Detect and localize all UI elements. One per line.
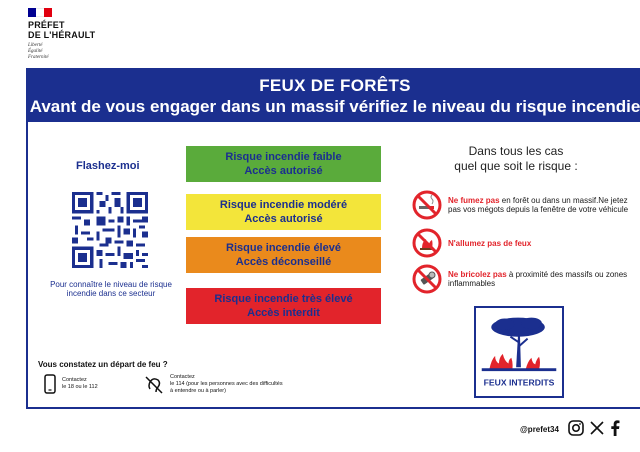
qr-code-icon[interactable] xyxy=(72,192,148,268)
rule-text xyxy=(448,196,634,214)
poster-subtitle: Avant de vous engager dans un massif vérifiez le niveau du risque incendie xyxy=(29,97,640,116)
qr-caption: Pour connaître le niveau de risque incendie dans ce secteur xyxy=(50,280,172,298)
rule-emphasis: N'allumez pas de feux xyxy=(448,238,532,248)
prefecture-logo xyxy=(28,8,138,61)
social-icons xyxy=(568,420,620,436)
contact1-text xyxy=(62,377,98,391)
risk-access-status: Accès autorisé xyxy=(244,213,323,225)
rule-detail: à proximité des massifs ou zones inflammables xyxy=(448,270,628,288)
rule-text xyxy=(448,239,531,248)
no-smoking-icon xyxy=(412,190,442,220)
motto-liberte: Liberté xyxy=(28,43,43,48)
risk-level-very-high xyxy=(186,288,381,324)
social-handle[interactable]: @prefet34 xyxy=(520,425,559,434)
prefet-line1: PRÉFET xyxy=(28,20,65,30)
contact2-line1: Contactez xyxy=(170,374,195,380)
contact2-line2: le 114 (pour les personnes avec des difficultés xyxy=(170,381,283,387)
feux-interdits-panel xyxy=(474,306,564,398)
risk-level-low xyxy=(186,146,381,182)
contact2-text xyxy=(170,374,310,395)
contact1-line1: Contactez xyxy=(62,377,87,383)
rule-emphasis: Ne bricolez pas xyxy=(448,270,507,279)
rules-heading-line1: Dans tous les cas xyxy=(468,144,564,158)
instagram-icon[interactable] xyxy=(568,420,584,436)
phone-icon xyxy=(44,374,56,394)
rule-emphasis: Ne fumez pas xyxy=(448,196,500,205)
title-banner xyxy=(28,70,640,122)
motto-fraternite: Fraternité xyxy=(28,55,49,60)
rule-no-tools xyxy=(412,264,634,294)
risk-access-status: Accès déconseillé xyxy=(235,256,332,268)
hearing-impaired-icon xyxy=(144,375,164,395)
rule-no-smoking xyxy=(412,190,634,220)
risk-level-high xyxy=(186,237,381,273)
poster-frame xyxy=(26,68,640,409)
risk-level-label: Risque incendie très élevé xyxy=(214,293,353,305)
qr-label: Flashez-moi xyxy=(76,160,140,172)
motto xyxy=(28,43,138,61)
contact-18-112 xyxy=(44,374,98,394)
risk-level-label: Risque incendie élevé xyxy=(226,242,341,254)
risk-level-label: Risque incendie faible xyxy=(225,151,342,163)
rule-detail: en forêt ou dans un massif.Ne jetez pas vos mégots depuis la fenêtre de votre véhicule xyxy=(448,196,629,214)
marianne-flag-icon xyxy=(28,8,52,17)
no-fire-icon xyxy=(412,228,442,258)
contact1-line2: le 18 ou le 112 xyxy=(62,384,98,390)
risk-level-label: Risque incendie modéré xyxy=(219,199,348,211)
feux-interdits-label: FEUX INTERDITS xyxy=(483,377,555,388)
poster-title: FEUX DE FORÊTS xyxy=(259,76,411,95)
risk-access-status: Accès interdit xyxy=(247,307,320,319)
prefet-line2: DE L'HÉRAULT xyxy=(28,30,96,40)
risk-access-status: Accès autorisé xyxy=(244,165,323,177)
facebook-icon[interactable] xyxy=(610,420,620,436)
rule-no-fire xyxy=(412,228,634,258)
rules-heading xyxy=(416,144,616,174)
no-tools-icon xyxy=(412,264,442,294)
emergency-question: Vous constatez un départ de feu ? xyxy=(38,360,168,369)
risk-level-moderate xyxy=(186,194,381,230)
contact-114 xyxy=(144,374,310,395)
x-twitter-icon[interactable] xyxy=(590,421,604,435)
rule-text xyxy=(448,270,634,288)
motto-egalite: Égalité xyxy=(28,49,43,54)
contact2-line3: à entendre ou à parler) xyxy=(170,388,226,394)
rules-heading-line2: quel que soit le risque : xyxy=(454,159,578,173)
